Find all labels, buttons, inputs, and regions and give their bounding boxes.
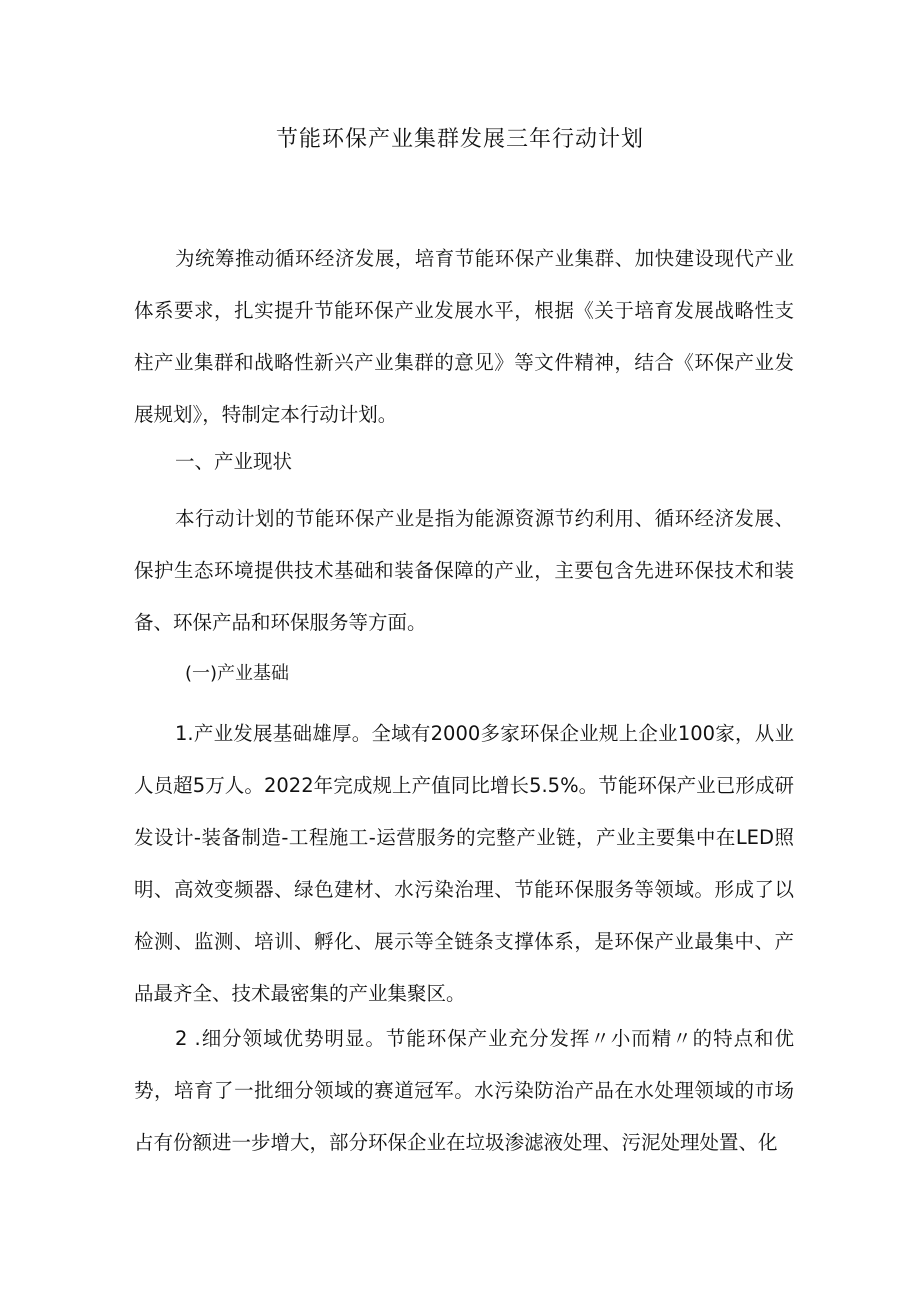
list-item-2-paragraph: 2 .细分领域优势明显。节能环保产业充分发挥〃小而精〃的特点和优势，培育了一批细分领域的赛道冠军。水污染防治产品在水处理领域的市场占有份额进一步增大，部分环保企业在垃圾渗滤液处理、污泥处理处置、化 (134, 1027, 794, 1154)
document-title: 节能环保产业集群发展三年行动计划 (275, 127, 644, 152)
intro-paragraph: 为统筹推动循环经济发展，培育节能环保产业集群、加快建设现代产业体系要求，扎实提升节能环保产业发展水平，根据《关于培育发展战略性支柱产业集群和战略性新兴产业集群的意见》等文件精神，结合《环保产业发展规划》，特制定本行动计划。 (134, 247, 794, 426)
list-item-1-paragraph: 1.产业发展基础雄厚。全域有2000多家环保企业规上企业100家，从业人员超5万人。2022年完成规上产值同比增长5.5%。节能环保产业已形成研发设计-装备制造-工程施工-运营服务的完整产业链，产业主要集中在LED照明、高效变频器、绿色建材、水污染治理、节能环保服务等领域。形成了以检测、监测、培训、孵化、展示等全链条支撑体系，是环保产业最集中、产品最齐全、技术最密集的产业集聚区。 (134, 722, 794, 1005)
subsection-heading-industry-base: (一)产业基础 (185, 663, 290, 684)
section-heading-current-status: 一、产业现状 (175, 450, 293, 473)
section-body-paragraph: 本行动计划的节能环保产业是指为能源资源节约利用、循环经济发展、保护生态环境提供技术基础和装备保障的产业，主要包含先进环保技术和装备、环保产品和环保服务等方面。 (134, 507, 794, 634)
